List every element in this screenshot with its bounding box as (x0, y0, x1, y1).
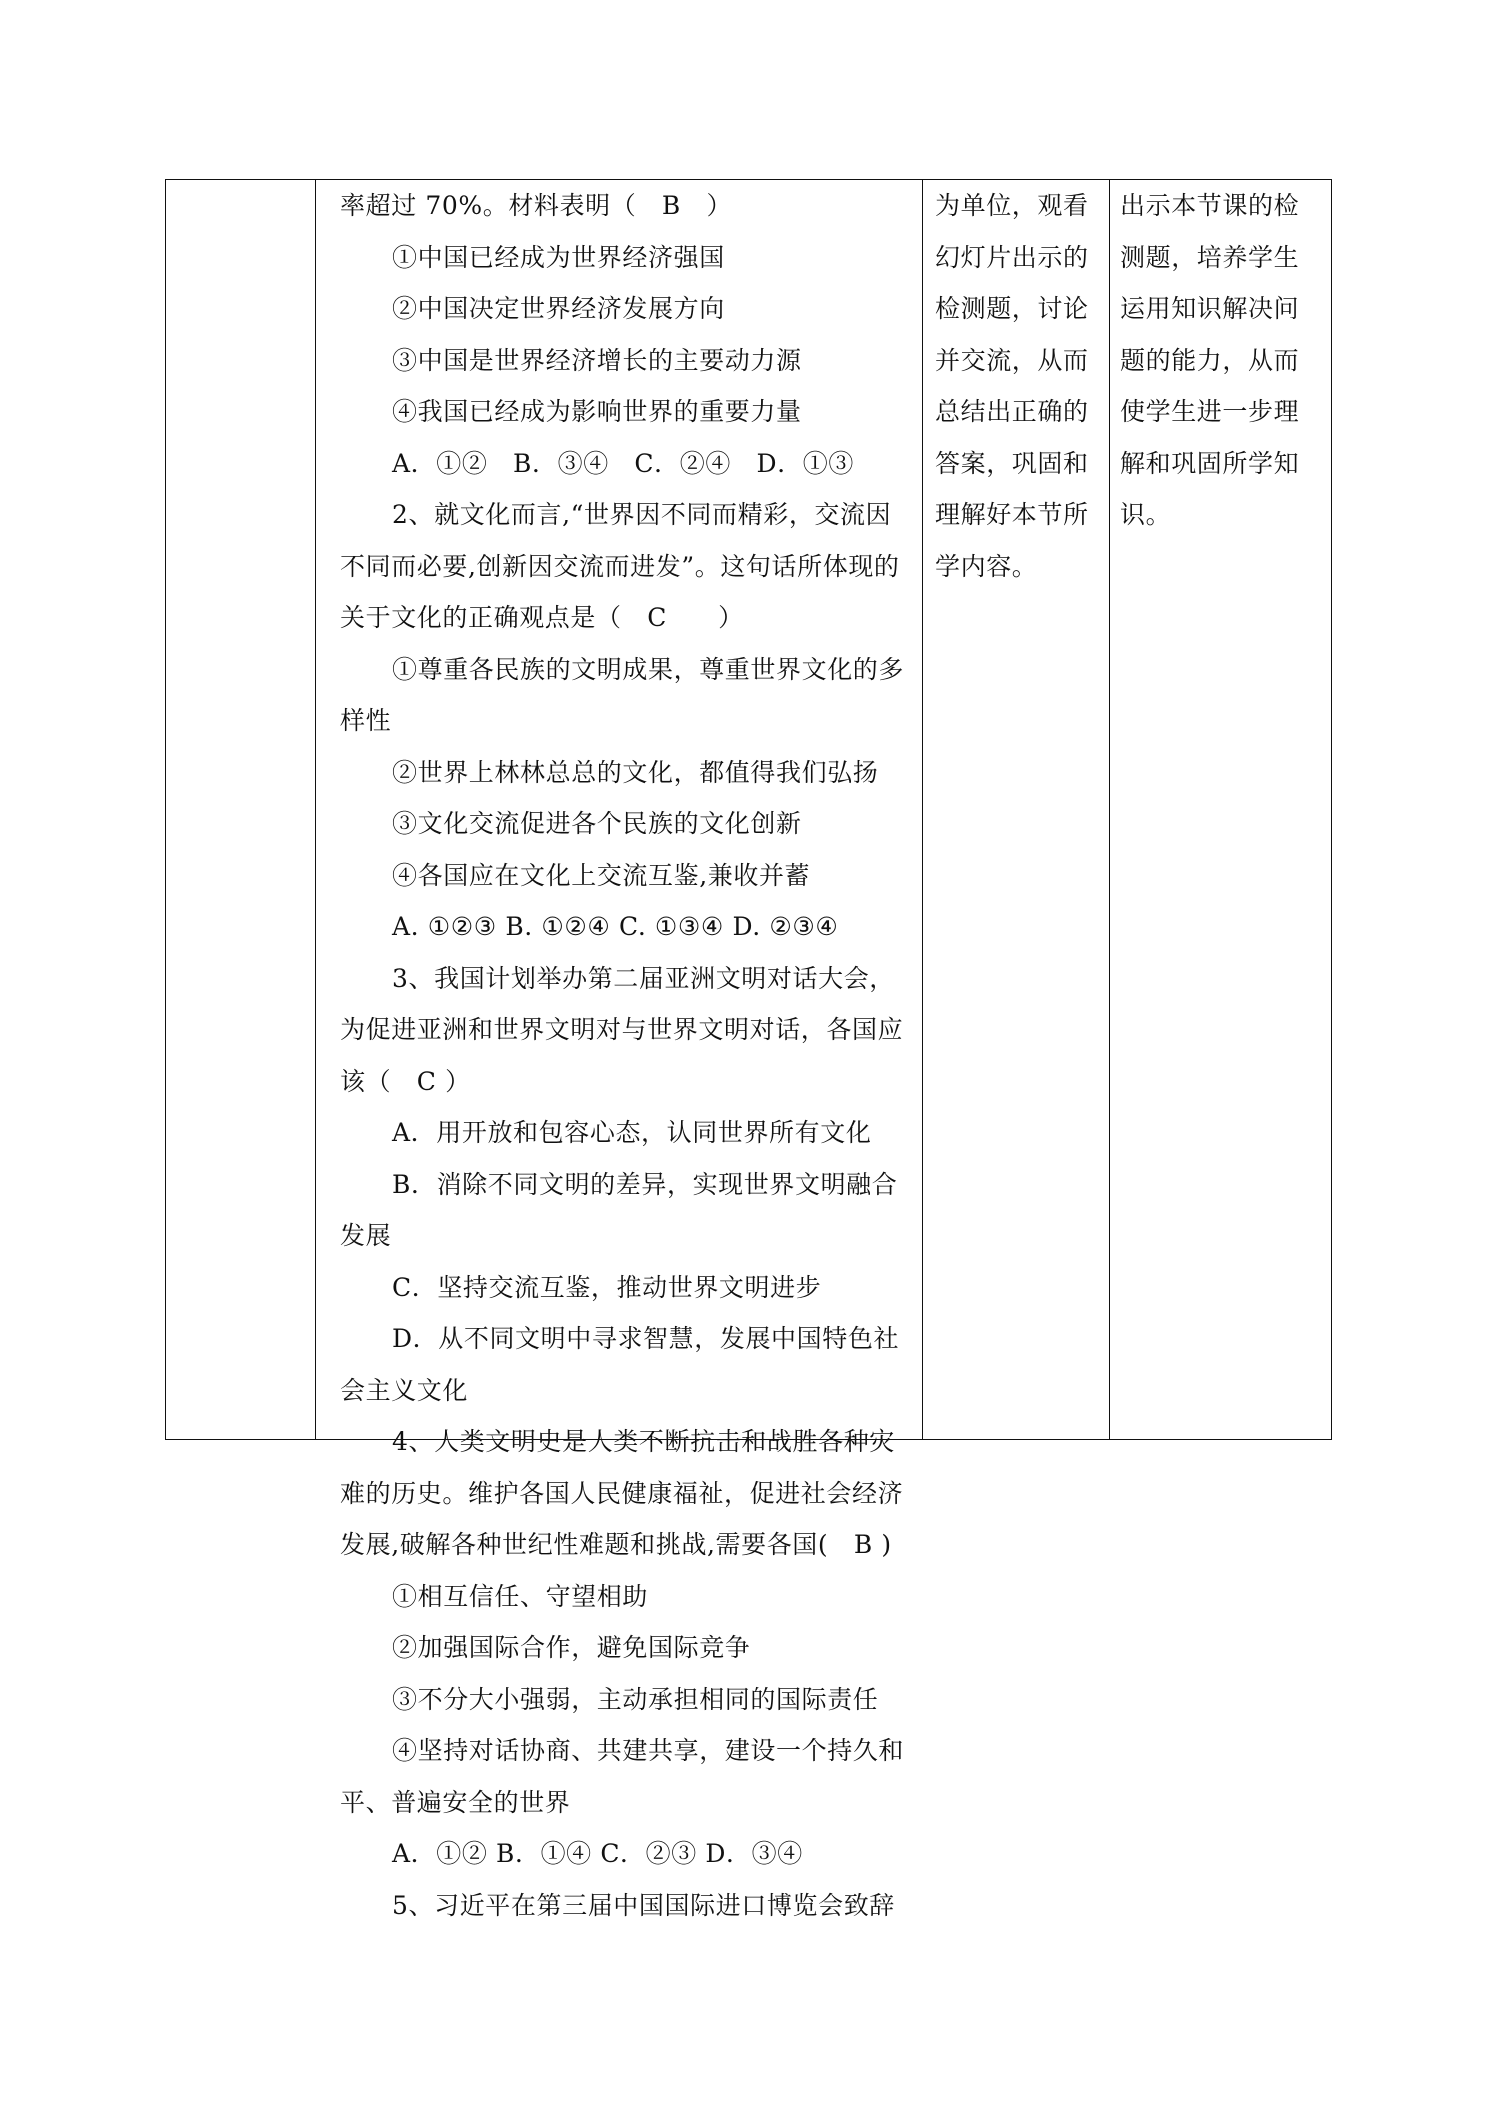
exercise-text-line: 率超过 70%。材料表明（ B ） (340, 191, 733, 220)
exercise-content-column (328, 180, 905, 1920)
exercise-text-line: ②中国决定世界经济发展方向 (392, 294, 725, 323)
exercise-text-line: A．用开放和包容心态，认同世界所有文化 (392, 1118, 872, 1147)
lesson-table (165, 179, 1332, 1920)
design-purpose-line: 题的能力，从而 (1120, 345, 1300, 375)
exercise-text-line: 4、人类文明史是人类不断抗击和战胜各种灾 (392, 1427, 895, 1456)
student-activity-column (923, 180, 1101, 1439)
exercise-text-line: ①相互信任、守望相助 (392, 1581, 649, 1611)
exercise-text-line: C．坚持交流互鉴，推动世界文明进步 (392, 1272, 822, 1302)
exercise-text-line: 3、我国计划举办第二届亚洲文明对话大会， (392, 963, 895, 993)
exercise-text-line: A. ①②③ B. ①②④ C. ①③④ D. ②③④ (392, 912, 839, 941)
exercise-text-line: ①中国已经成为世界经济强国 (392, 242, 725, 272)
student-activity-line: 总结出正确的 (935, 397, 1089, 426)
exercise-text-line: 该（ C ） (340, 1066, 471, 1096)
exercise-text-line: ④我国已经成为影响世界的重要力量 (392, 397, 802, 426)
design-purpose-line: 运用知识解决问 (1120, 294, 1300, 323)
student-activity-line: 为单位，观看 (935, 191, 1089, 220)
exercise-text-line: D．从不同文明中寻求智慧，发展中国特色社 (392, 1324, 900, 1353)
exercise-text-line: ④坚持对话协商、共建共享，建设一个持久和 (392, 1736, 905, 1765)
student-activity-line: 学内容。 (935, 551, 1038, 581)
exercise-text-line: ②加强国际合作，避免国际竞争 (392, 1633, 751, 1662)
exercise-text-line: A．①② B．①④ C．②③ D．③④ (392, 1839, 803, 1868)
exercise-text-line: 会主义文化 (340, 1375, 469, 1405)
exercise-text-line: A．①② B．③④ C．②④ D．①③ (392, 448, 854, 478)
exercise-text-line: ①尊重各民族的文明成果，尊重世界文化的多 (392, 654, 905, 684)
exercise-text-line: 为促进亚洲和世界文明对与世界文明对话，各国应 (340, 1015, 904, 1044)
exercise-text-line: 关于文化的正确观点是（ C ） (340, 603, 744, 632)
student-activity-line: 理解好本节所 (935, 500, 1089, 529)
exercise-text-line: ③文化交流促进各个民族的文化创新 (392, 809, 802, 838)
empty-first-column (166, 180, 315, 1439)
exercise-text-line: B．消除不同文明的差异，实现世界文明融合 (392, 1169, 898, 1199)
student-activity-line: 答案，巩固和 (935, 448, 1089, 478)
exercise-text-line: ③不分大小强弱，主动承担相同的国际责任 (392, 1684, 879, 1714)
exercise-text-line: ④各国应在文化上交流互鉴,兼收并蓄 (392, 860, 811, 890)
exercise-text-line: 发展,破解各种世纪性难题和挑战,需要各国( B ) (340, 1530, 892, 1559)
exercise-text-line: 发展 (340, 1221, 392, 1250)
exercise-text-line: ②世界上林林总总的文化，都值得我们弘扬 (392, 757, 879, 787)
design-purpose-line: 使学生进一步理 (1120, 397, 1300, 426)
design-purpose-line: 识。 (1120, 500, 1172, 529)
exercise-text-line: 5、习近平在第三届中国国际进口博览会致辞 (392, 1890, 895, 1920)
exercise-text-line: 2、就文化而言,“世界因不同而精彩，交流因 (392, 500, 892, 529)
student-activity-line: 幻灯片出示的 (935, 242, 1089, 272)
column-divider (315, 180, 316, 1439)
design-purpose-line: 测题，培养学生 (1120, 242, 1300, 272)
exercise-text-line: 样性 (340, 706, 392, 735)
student-activity-line: 检测题，讨论 (935, 294, 1089, 323)
design-purpose-line: 解和巩固所学知 (1120, 448, 1300, 478)
exercise-text-line: 难的历史。维护各国人民健康福祉，促进社会经济 (340, 1478, 904, 1508)
design-purpose-column (1110, 180, 1332, 1439)
exercise-text-line: 平、普遍安全的世界 (340, 1787, 571, 1817)
design-purpose-line: 出示本节课的检 (1120, 191, 1300, 220)
exercise-text-line: ③中国是世界经济增长的主要动力源 (392, 345, 802, 375)
exercise-text-line: 不同而必要,创新因交流而进发”。这句话所体现的 (340, 551, 900, 581)
student-activity-line: 并交流，从而 (935, 345, 1089, 375)
